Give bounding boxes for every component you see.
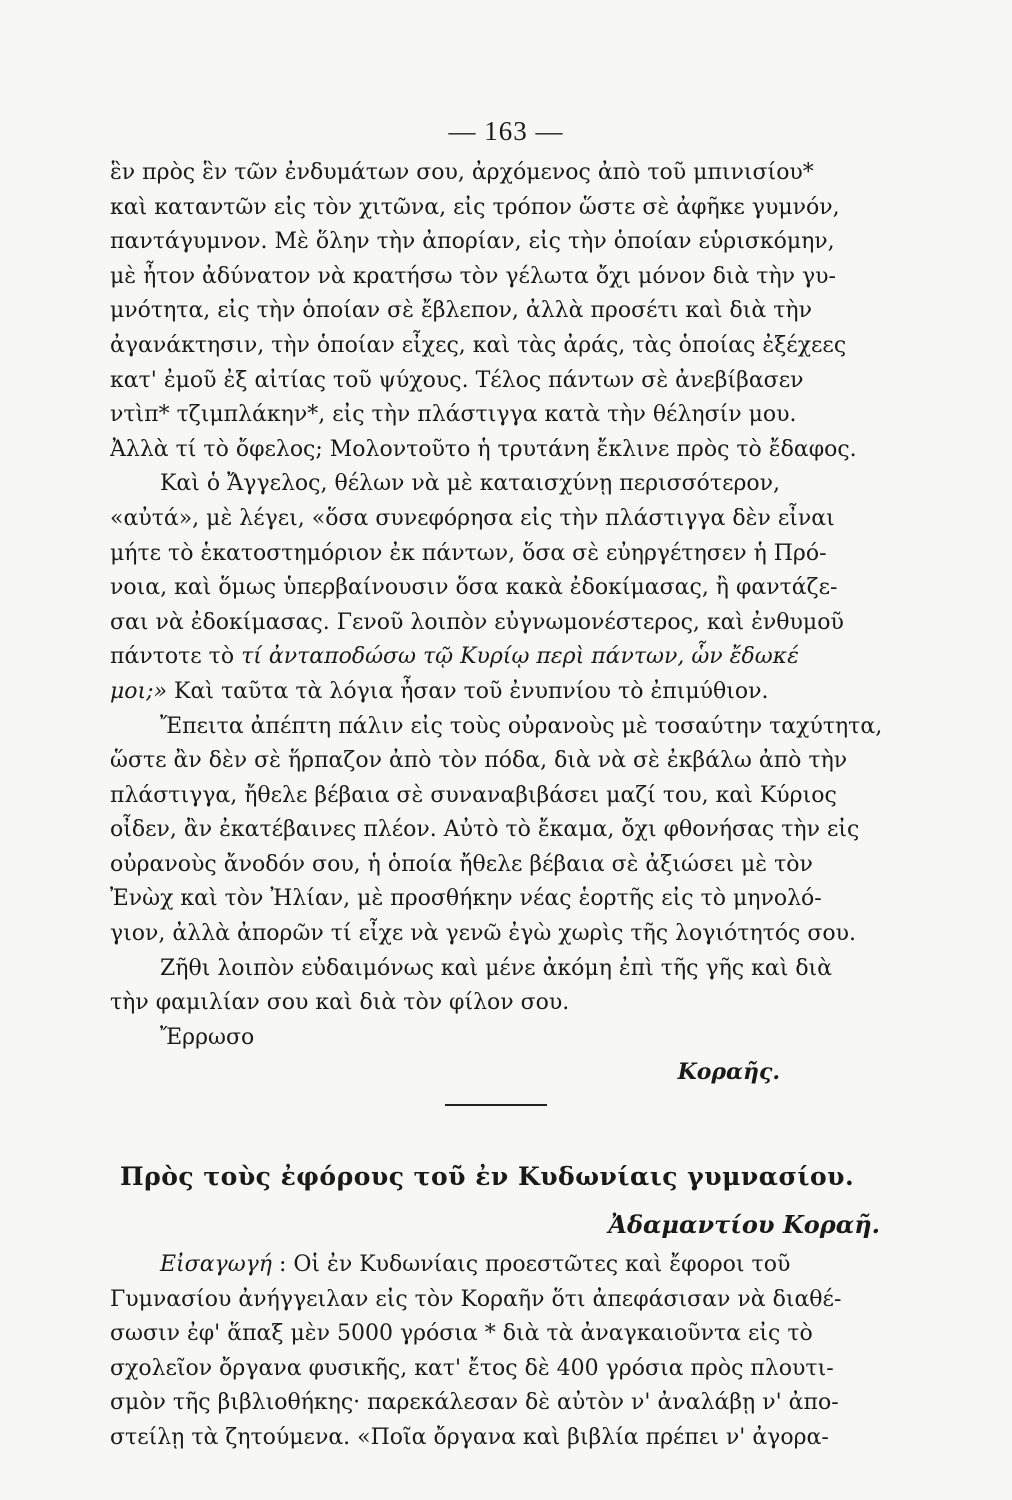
text-line: γιον, ἀλλὰ ἀπορῶν τί εἶχε νὰ γενῶ ἐγὼ χωρὶς τῆς λογιότητός σου.	[110, 921, 857, 947]
text-line: καὶ καταντῶν εἰς τὸν χιτῶνα, εἰς τρόπον ὥστε σὲ ἀφῆκε γυμνόν,	[110, 194, 840, 220]
text-line: μὲ ἦτον ἀδύνατον νὰ κρατήσω τὸν γέλωτα ὄχι μόνον διὰ τὴν γυ-	[110, 263, 836, 289]
text-line: Ζῆθι λοιπὸν εὐδαιμόνως καὶ μένε ἀκόμη ἐπὶ τῆς γῆς καὶ διὰ	[160, 955, 833, 981]
quoted-verse: τί ἀνταποδώσω τῷ Κυρίῳ περὶ πάντων, ὧν ἔδωκέ	[241, 644, 799, 670]
text-line: Ἀλλὰ τί τὸ ὄφελος; Μολοντοῦτο ἡ τρυτάνη ἔκλινε πρὸς τὸ ἔδαφος.	[110, 436, 857, 462]
text-line: οἶδεν, ἂν ἐκατέβαινες πλέον. Αὐτὸ τὸ ἔκαμα, ὄχι φθονήσας τὴν εἰς	[110, 817, 860, 843]
text-line: μνότητα, εἰς τὴν ὁποίαν σὲ ἔβλεπον, ἀλλὰ προσέτι καὶ διὰ τὴν	[110, 298, 812, 324]
text-span: Καὶ ταῦτα τὰ λόγια ἦσαν τοῦ ἐνυπνίου τὸ ἐπιμύθιον.	[167, 678, 769, 704]
text-line: Γυμνασίου ἀνήγγειλαν εἰς τὸν Κοραῆν ὅτι ἀπεφάσισαν νὰ διαθέ-	[110, 1286, 842, 1312]
section-heading: Πρὸς τοὺς ἐφόρους τοῦ ἐν Κυδωνίαις γυμνασίου.	[120, 1162, 855, 1191]
text-line: στείλῃ τὰ ζητούμενα. «Ποῖα ὄργανα καὶ βιβλία πρέπει ν' ἀγορα-	[110, 1424, 829, 1450]
text-line	[110, 640, 900, 675]
text-line: «αὐτά», μὲ λέγει, «ὅσα συνεφόρησα εἰς τὴν πλάστιγγα δὲν εἶναι	[110, 505, 835, 531]
section-author: Ἀδαμαντίου Κοραῆ.	[608, 1210, 880, 1239]
text-span: : Οἱ ἐν Κυδωνίαις προεστῶτες καὶ ἔφοροι τοῦ	[278, 1252, 791, 1277]
text-line: ντὶπ* τζιμπλάκην*, εἰς τὴν πλάστιγγα κατὰ τὴν θέλησίν μου.	[110, 402, 797, 428]
text-line: τὴν φαμιλίαν σου καὶ διὰ τὸν φίλον σου.	[110, 990, 570, 1016]
text-line: Καὶ ὁ Ἄγγελος, θέλων νὰ μὲ καταισχύνῃ περισσότερον,	[160, 471, 781, 497]
text-line: μήτε τὸ ἑκατοστημόριον ἐκ πάντων, ὅσα σὲ εὐηργέτησεν ἡ Πρό-	[110, 540, 827, 566]
letter-body	[110, 156, 900, 1090]
text-line: ἓν πρὸς ἓν τῶν ἐνδυμάτων σου, ἀρχόμενος ἀπὸ τοῦ μπινισίου*	[110, 160, 814, 185]
text-line: Ἔπειτα ἀπέπτη πάλιν εἰς τοὺς οὐρανοὺς μὲ τοσαύτην ταχύτητα,	[160, 713, 883, 739]
intro-body	[110, 1248, 900, 1456]
text-line: σμὸν τῆς βιβλιοθήκης· παρεκάλεσαν δὲ αὐτὸν ν' ἀναλάβῃ ν' ἀπο-	[110, 1390, 839, 1416]
text-line: σωσιν ἐφ' ἅπαξ μὲν 5000 γρόσια * διὰ τὰ ἀναγκαιοῦντα εἰς τὸ	[110, 1321, 813, 1347]
text-line: σχολεῖον ὄργανα φυσικῆς, κατ' ἔτος δὲ 400 γρόσια πρὸς πλουτι-	[110, 1355, 834, 1381]
closing: Ἔρρωσο	[160, 1024, 255, 1050]
text-line: Ἐνὼχ καὶ τὸν Ἠλίαν, μὲ προσθήκην νέας ἑορτῆς εἰς τὸ μηνολό-	[110, 886, 822, 912]
text-line: παντάγυμνον. Μὲ ὅλην τὴν ἀπορίαν, εἰς τὴν ὁποίαν εὑρισκόμην,	[110, 229, 835, 255]
intro-label: Εἰσαγωγή	[160, 1252, 272, 1277]
page-number: — 163 —	[448, 116, 564, 146]
text-span: πάντοτε τὸ	[110, 644, 242, 670]
text-line: κατ' ἐμοῦ ἐξ αἰτίας τοῦ ψύχους. Τέλος πάντων σὲ ἀνεβίβασεν	[110, 367, 804, 393]
text-line: σαι νὰ ἐδοκίμασας. Γενοῦ λοιπὸν εὐγνωμονέστερος, καὶ ἐνθυμοῦ	[110, 609, 844, 635]
text-line: νοια, καὶ ὅμως ὑπερβαίνουσιν ὅσα κακὰ ἐδοκίμασας, ἢ φαντάζε-	[110, 575, 838, 601]
text-line	[110, 675, 900, 710]
quoted-verse-end: μοι;»	[110, 678, 168, 704]
text-line	[110, 1248, 900, 1283]
text-line: οὐρανοὺς ἄνοδόν σου, ἡ ὁποία ἤθελε βέβαια σὲ ἀξιώσει μὲ τὸν	[110, 851, 813, 877]
section-divider	[445, 1104, 547, 1106]
signature: Κοραῆς.	[677, 1059, 780, 1086]
text-line: πλάστιγγα, ἤθελε βέβαια σὲ συναναβιβάσει μαζί του, καὶ Κύριος	[110, 782, 837, 808]
text-line: ὥστε ἂν δὲν σὲ ἥρπαζον ἀπὸ τὸν πόδα, διὰ νὰ σὲ ἐκβάλω ἀπὸ τὴν	[110, 748, 848, 774]
text-line: ἀγανάκτησιν, τὴν ὁποίαν εἶχες, καὶ τὰς ἀράς, τὰς ὁποίας ἐξέχεες	[110, 332, 847, 358]
